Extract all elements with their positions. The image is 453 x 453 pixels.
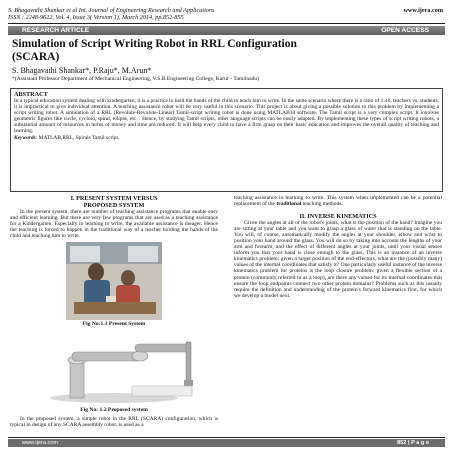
journal-page xyxy=(8,2,445,450)
scara-robot-illustration xyxy=(10,330,218,406)
right-column xyxy=(234,195,442,299)
section-2-paragraph: Given the angles at all of the robot's joints, what is the position of the hand? Imagine you are sitting at your table and you want to grasp a glass of water that is standing on the table. You will, of course, automatically modify the angles at your shoulder, elbow and wrist to position your hand around the glass. You will do so by taking into account the lengths of your arm and forearm, and the effect of different angles at your joints, until your visual senses inform you that your hand is close enough to the glass. This is an instance of an inverse kinematics problem: given a target position of the end-effectors, what are the (possibly many) values of the internal coordinates that satisfy it? One particularly useful instance of the inverse kinematics problem for proteins is the loop closure problem: given a flexible section of a protein (commonly referred to as a loop), are there any values for its internal coordinates that ensure the loop endpoints connect two other protein domains? Problems such as this usually require the definition and understanding of the protein's forward kinematics first, for which we develop a model next. xyxy=(234,220,443,299)
continued-end: teaching methods. xyxy=(301,201,343,208)
journal-citation: S. Bhagavathi Shankar et al Int. Journal of Engineering Research and Applications xyxy=(8,7,215,14)
issn-line: ISSN : 2248-9622, Vol. 4, Issue 3( Version 1), March 2014, pp.852-855 xyxy=(8,14,184,21)
page-number: 852 | P a g e xyxy=(397,440,429,446)
research-article-label: RESEARCH ARTICLE xyxy=(22,27,90,34)
figure-present-system xyxy=(10,242,218,320)
abstract-text: In a typical education system dealing with kindergarten, it is a practice to hold the hands of the child to teach him to write. In the same scenario where there is a ratio of 1:40, teachers vs. students, it is impractical to give individual attention. A teaching assistance robot will be very useful in this scenario. This project is about giving a possible solution to this problem by implementing a script writing robot. A simulation of a RRL (Revolute-Revolute-Linear) Tamil-script writing robot is done using MATLAB10 software. The Tamil script is a very complex script. It involves geometric figures like circle, cycloid, spiral, ellipse, etc. . Hence, by studying Tamil scripts, other language scripts can be easily adapted. By implementing these types of script writing robots, a substantial amount of resources in terms of money and time are reduced. It will help every child to have a firm grasp on their basic education and improves the overall quality of teaching and learning. xyxy=(14,98,439,135)
figure-proposed-system xyxy=(10,330,218,406)
footer-website[interactable]: www.ijera.com xyxy=(22,440,59,446)
page-footer xyxy=(8,439,445,447)
section-1-paragraph-2: In the proposed system, a simple robot in the RRL (SCARA) configuration, which is typical in design of any SCARA assembly robot, is used as a xyxy=(10,416,218,429)
section-1-heading-line-1: I. PRESENT SYSTEM VERSUS xyxy=(70,195,158,202)
figure-2-caption: Fig No: 1.2 Proposed system xyxy=(80,407,148,414)
section-1-heading-line-2: PROPOSED SYSTEM xyxy=(83,202,145,209)
article-type-band xyxy=(8,26,445,35)
classroom-photo xyxy=(10,242,218,320)
author-affiliation: *(Assistant Professor Department of Mechanical Engineering, V.S.B.Engineering College, Karur - Tamilnadu) xyxy=(12,76,260,82)
journal-website[interactable]: www.ijera.com xyxy=(403,7,443,14)
section-1-paragraph: In the present system, there are number of teaching assistance programs that enable easy and efficient learning. But there are very few programs that are used as a teaching assistance for a Kindergarten. Especially in learning to write, the available assistance is meager. Hence the teaching is forced to happen in the traditional way of a teacher holding the hands of the child and teaching him to write. xyxy=(10,209,218,240)
running-header xyxy=(8,7,445,14)
section-2-heading: II. INVERSE KINEMATICS xyxy=(299,213,377,221)
left-column xyxy=(10,195,218,428)
keywords-line xyxy=(14,135,439,141)
abstract-heading: ABSTRACT xyxy=(14,91,48,98)
keywords-text: : MATLAB,RRL, Spirals Tamil script. xyxy=(35,134,120,141)
open-access-label: OPEN ACCESS xyxy=(381,27,429,34)
continued-paragraph xyxy=(234,195,442,207)
figure-1-caption: Fig No:1.1 Present System xyxy=(82,321,146,328)
continued-text: teaching assistance in learning to write. This system when implemented can be a potential replacement of the xyxy=(234,195,442,208)
keywords-label: Keywords xyxy=(14,134,36,141)
header-rule xyxy=(8,23,445,24)
continued-bold-word: traditional xyxy=(276,201,302,208)
paper-title xyxy=(12,38,441,63)
footer-rule xyxy=(8,437,445,438)
author-list: S. Bhagavathi Shankar*, P.Raju*, M.Arun* xyxy=(12,66,152,75)
abstract-box xyxy=(10,88,443,192)
paper-title-line-1: Simulation of Script Writing Robot in RRL Configuration xyxy=(12,38,297,50)
paper-title-line-2: (SCARA) xyxy=(12,50,60,63)
